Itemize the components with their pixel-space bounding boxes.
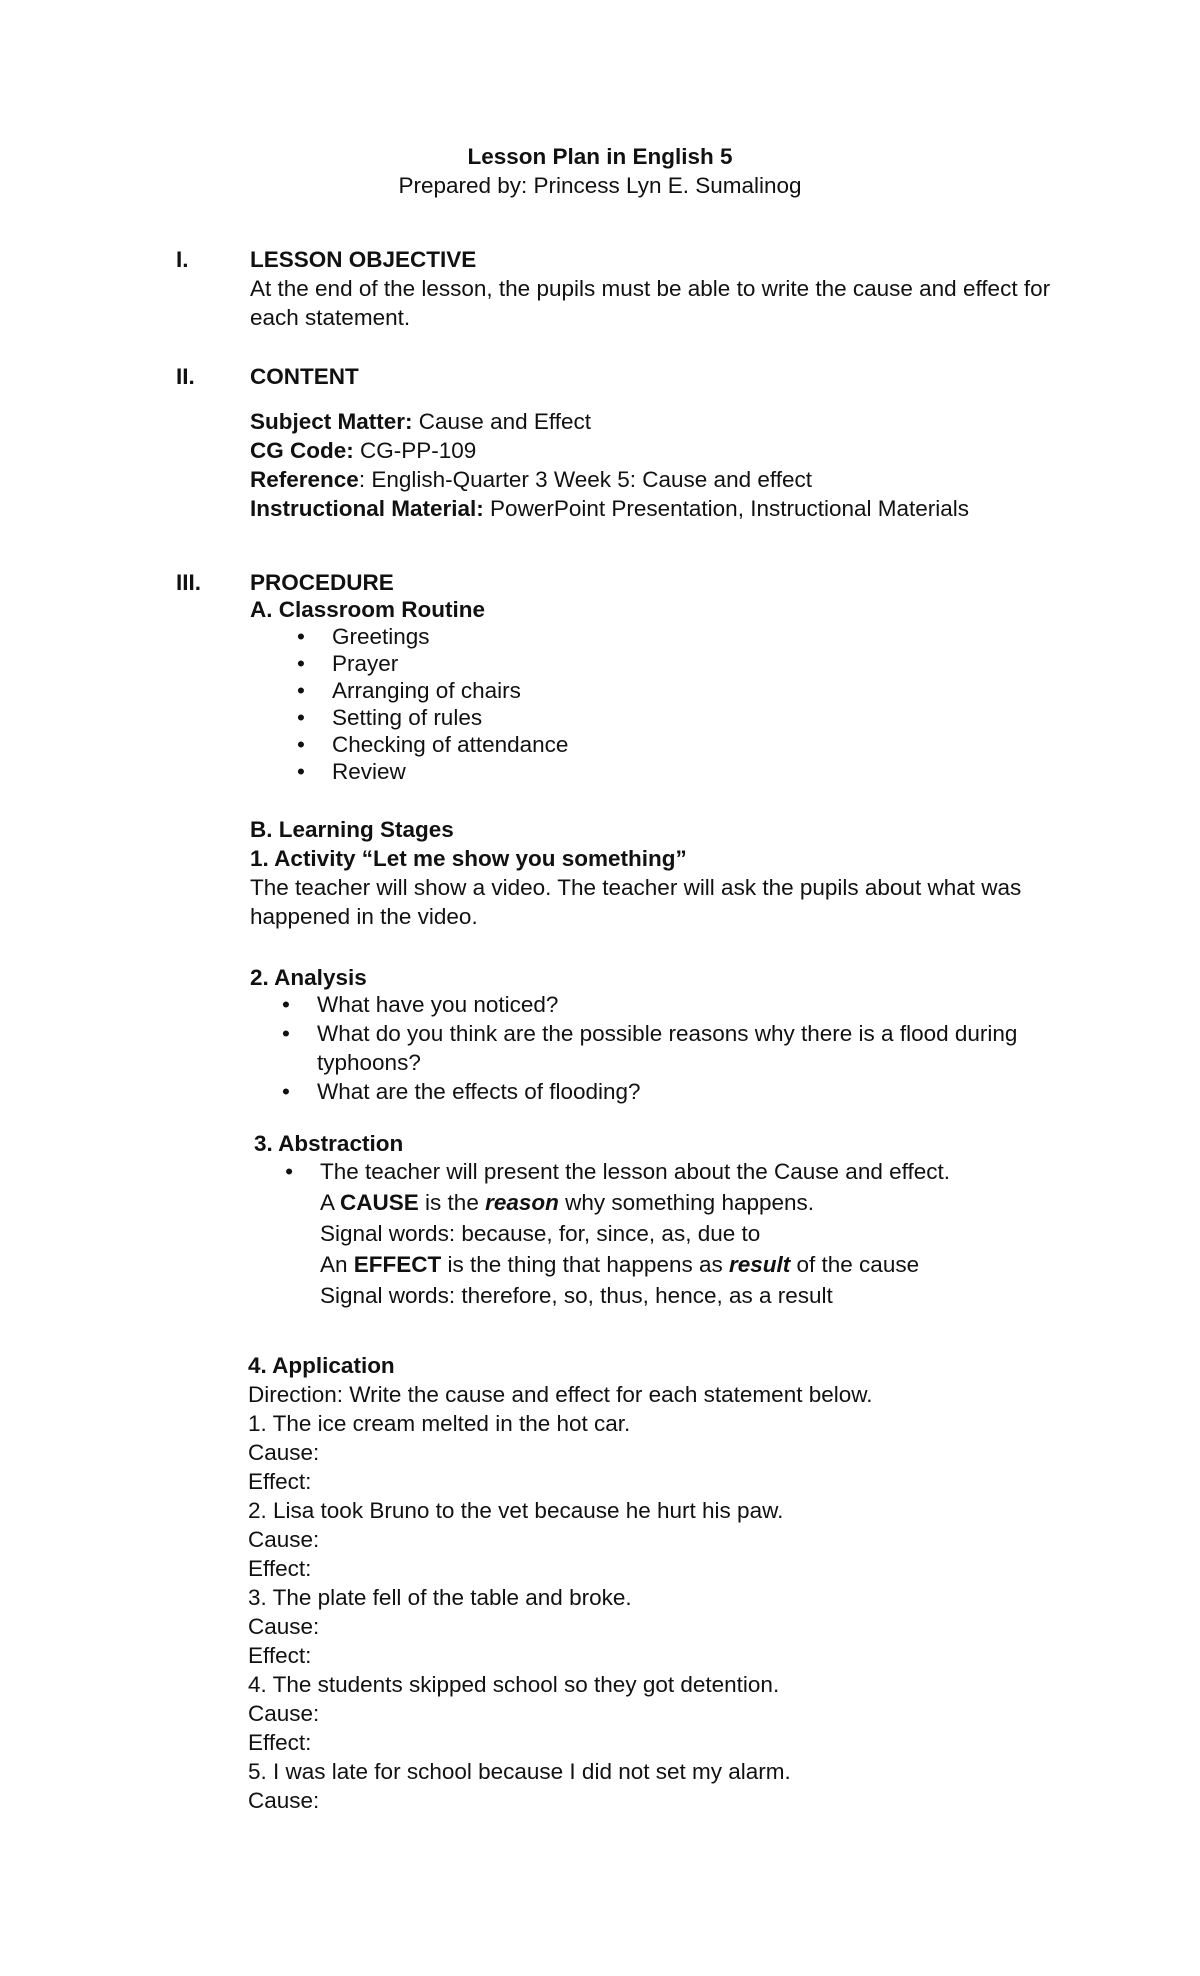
subject-matter: Subject Matter: Cause and Effect: [250, 409, 591, 434]
effect-label: Effect:: [248, 1730, 312, 1755]
section-1-heading: LESSON OBJECTIVE: [250, 247, 477, 272]
bullet-icon: •: [282, 1021, 290, 1046]
effect-signal-words: Signal words: therefore, so, thus, hence, as a result: [320, 1283, 833, 1308]
bullet-icon: •: [282, 992, 290, 1017]
effect-definition: An EFFECT is the thing that happens as result of the cause: [320, 1252, 920, 1277]
learning-stages: [250, 815, 1070, 931]
section-2-number: II.: [176, 364, 195, 389]
page-title: Lesson Plan in English 5: [467, 144, 733, 169]
list-item: • Prayer: [297, 651, 399, 676]
list-item: • Review: [297, 759, 406, 784]
bullet-icon: •: [297, 651, 305, 676]
bullet-icon: •: [297, 759, 305, 784]
statement: 2. Lisa took Bruno to the vet because he hurt his paw.: [248, 1498, 784, 1523]
statement: 4. The students skipped school so they got detention.: [248, 1672, 780, 1697]
effect-label: Effect:: [248, 1556, 312, 1581]
cg-code: CG Code: CG-PP-109: [250, 438, 477, 463]
bullet-icon: •: [282, 1079, 290, 1104]
routine-list: [250, 622, 1070, 784]
abstraction-body: [254, 1157, 1074, 1312]
cause-label: Cause:: [248, 1701, 320, 1726]
bullet-icon: •: [285, 1159, 293, 1184]
section-3-number: III.: [176, 570, 202, 595]
list-item: • Checking of attendance: [297, 732, 569, 757]
cause-label: Cause:: [248, 1440, 320, 1465]
list-item: • What have you noticed?: [282, 992, 559, 1017]
application-heading: 4. Application: [248, 1353, 395, 1378]
abstraction-intro: The teacher will present the lesson about the Cause and effect.: [320, 1159, 950, 1184]
activity-text: The teacher will show a video. The teacher will ask the pupils about what was happened in the video.: [250, 875, 1022, 929]
list-item: • Arranging of chairs: [297, 678, 521, 703]
prepared-by: Prepared by: Princess Lyn E. Sumalinog: [398, 173, 802, 198]
bullet-icon: •: [297, 678, 305, 703]
cause-label: Cause:: [248, 1527, 320, 1552]
abstraction-heading: 3. Abstraction: [254, 1131, 404, 1156]
statement: 3. The plate fell of the table and broke.: [248, 1585, 632, 1610]
cause-signal-words: Signal words: because, for, since, as, due to: [320, 1221, 761, 1246]
activity-heading: 1. Activity “Let me show you something”: [250, 846, 687, 871]
cause-definition: A CAUSE is the reason why something happens.: [320, 1190, 815, 1215]
learning-stages-heading: B. Learning Stages: [250, 817, 454, 842]
section-3: [250, 568, 1070, 784]
cause-label: Cause:: [248, 1614, 320, 1639]
bullet-icon: •: [297, 705, 305, 730]
section-2: [250, 362, 1070, 523]
list-item: • Greetings: [297, 624, 430, 649]
section-3-heading: PROCEDURE: [250, 570, 394, 595]
classroom-routine-heading: A. Classroom Routine: [250, 597, 486, 622]
cause-label: Cause:: [248, 1788, 320, 1813]
bullet-icon: •: [297, 732, 305, 757]
section-1: [250, 245, 1070, 332]
statement: 5. I was late for school because I did not set my alarm.: [248, 1759, 791, 1784]
application-direction: Direction: Write the cause and effect for each statement below.: [248, 1382, 873, 1407]
list-item: • Setting of rules: [297, 705, 483, 730]
abstraction: [254, 1129, 1074, 1312]
section-1-number: I.: [176, 247, 189, 272]
statement: 1. The ice cream melted in the hot car.: [248, 1411, 631, 1436]
list-item: • What are the effects of flooding?: [282, 1079, 641, 1104]
effect-label: Effect:: [248, 1469, 312, 1494]
bullet-icon: •: [297, 624, 305, 649]
effect-label: Effect:: [248, 1643, 312, 1668]
list-item: • What do you think are the possible reasons why there is a flood during typhoons?: [282, 1021, 1018, 1075]
analysis: [250, 963, 1070, 1106]
instructional-material: Instructional Material: PowerPoint Presentation, Instructional Materials: [250, 496, 970, 521]
reference: Reference: English-Quarter 3 Week 5: Cause and effect: [250, 467, 812, 492]
analysis-heading: 2. Analysis: [250, 965, 367, 990]
application: [248, 1351, 1068, 1815]
objective-text: At the end of the lesson, the pupils must be able to write the cause and effect for each statement.: [250, 276, 1051, 330]
section-2-heading: CONTENT: [250, 364, 359, 389]
